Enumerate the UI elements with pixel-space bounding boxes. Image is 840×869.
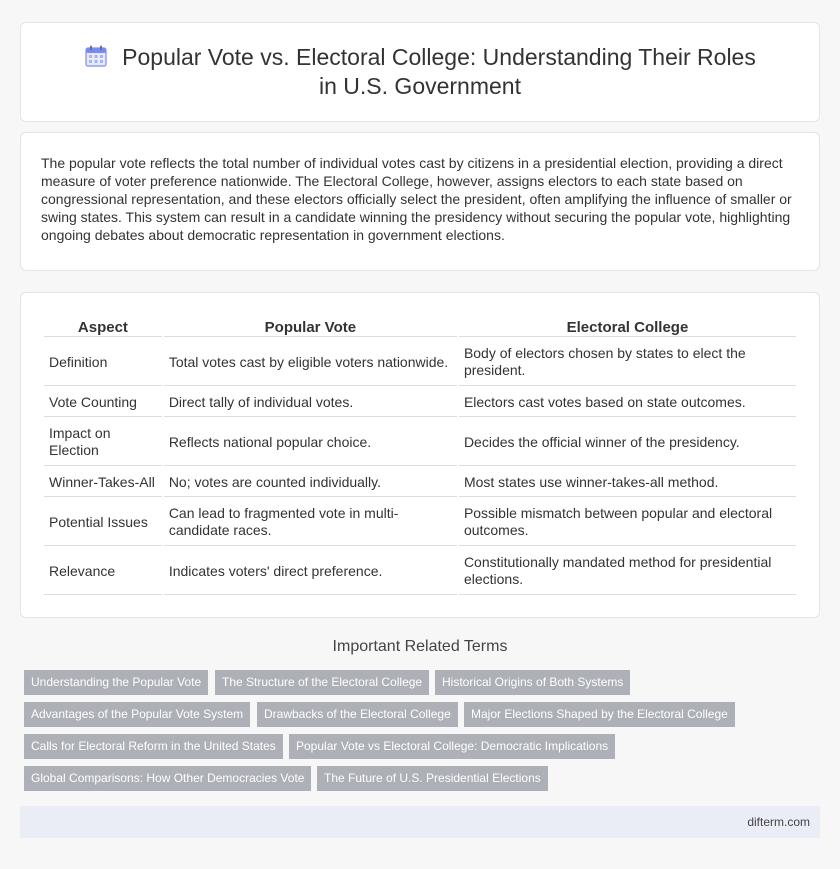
footer [20,806,820,838]
intro-card [20,132,820,271]
related-term-tag[interactable]: Historical Origins of Both Systems [435,670,630,695]
table-cell: Impact on Election [44,419,162,466]
table-cell: Decides the official winner of the presidency. [459,419,796,466]
calendar-icon [84,44,108,68]
related-term-tag[interactable]: Advantages of the Popular Vote System [24,702,250,727]
table-row [44,548,796,595]
table-cell: Potential Issues [44,499,162,546]
header-popular-vote: Popular Vote [164,317,457,337]
page-title: Popular Vote vs. Electoral College: Understanding Their Roles in U.S. Government [122,44,756,99]
comparison-table [42,315,798,597]
related-terms-title: Important Related Terms [332,638,508,655]
table-cell: Indicates voters' direct preference. [164,548,457,595]
table-row [44,339,796,386]
related-term-tag[interactable]: Calls for Electoral Reform in the United States [24,734,283,759]
table-row [44,468,796,497]
related-term-tag[interactable]: Popular Vote vs Electoral College: Democratic Implications [289,734,615,759]
table-cell: Possible mismatch between popular and electoral outcomes. [459,499,796,546]
related-term-tag[interactable]: Major Elections Shaped by the Electoral College [464,702,735,727]
related-term-tag[interactable]: Drawbacks of the Electoral College [257,702,458,727]
table-row [44,419,796,466]
table-row [44,388,796,417]
table-cell: Vote Counting [44,388,162,417]
related-term-tag[interactable]: Understanding the Popular Vote [24,670,208,695]
table-cell: Most states use winner-takes-all method. [459,468,796,497]
table-cell: Reflects national popular choice. [164,419,457,466]
related-term-tag[interactable]: The Structure of the Electoral College [215,670,429,695]
table-cell: Body of electors chosen by states to elect the president. [459,339,796,386]
table-cell: Total votes cast by eligible voters nationwide. [164,339,457,386]
table-header-row [44,317,796,337]
header-card [20,22,820,122]
table-row [44,499,796,546]
comparison-table-card [20,292,820,618]
table-cell: Constitutionally mandated method for presidential elections. [459,548,796,595]
table-cell: Relevance [44,548,162,595]
table-cell: Can lead to fragmented vote in multi-candidate races. [164,499,457,546]
header-electoral-college: Electoral College [459,317,796,337]
table-cell: Electors cast votes based on state outcomes. [459,388,796,417]
related-term-tag[interactable]: Global Comparisons: How Other Democracies Vote [24,766,311,791]
header-aspect: Aspect [44,317,162,337]
footer-site-name[interactable]: difterm.com [747,815,810,829]
related-term-tag[interactable]: The Future of U.S. Presidential Elections [317,766,548,791]
table-cell: Definition [44,339,162,386]
table-cell: Winner-Takes-All [44,468,162,497]
table-cell: No; votes are counted individually. [164,468,457,497]
table-cell: Direct tally of individual votes. [164,388,457,417]
intro-paragraph: The popular vote reflects the total number of individual votes cast by citizens in a presidential election, providing a direct measure of voter preference nationwide. The Electoral College, however, assigns electors to each state based on congressional representation, and these electors officially select the president, often amplifying the influence of smaller or swing states. This system can result in a candidate winning the presidency without securing the popular vote, highlighting ongoing debates about democratic representation in government elections. [41,155,792,243]
